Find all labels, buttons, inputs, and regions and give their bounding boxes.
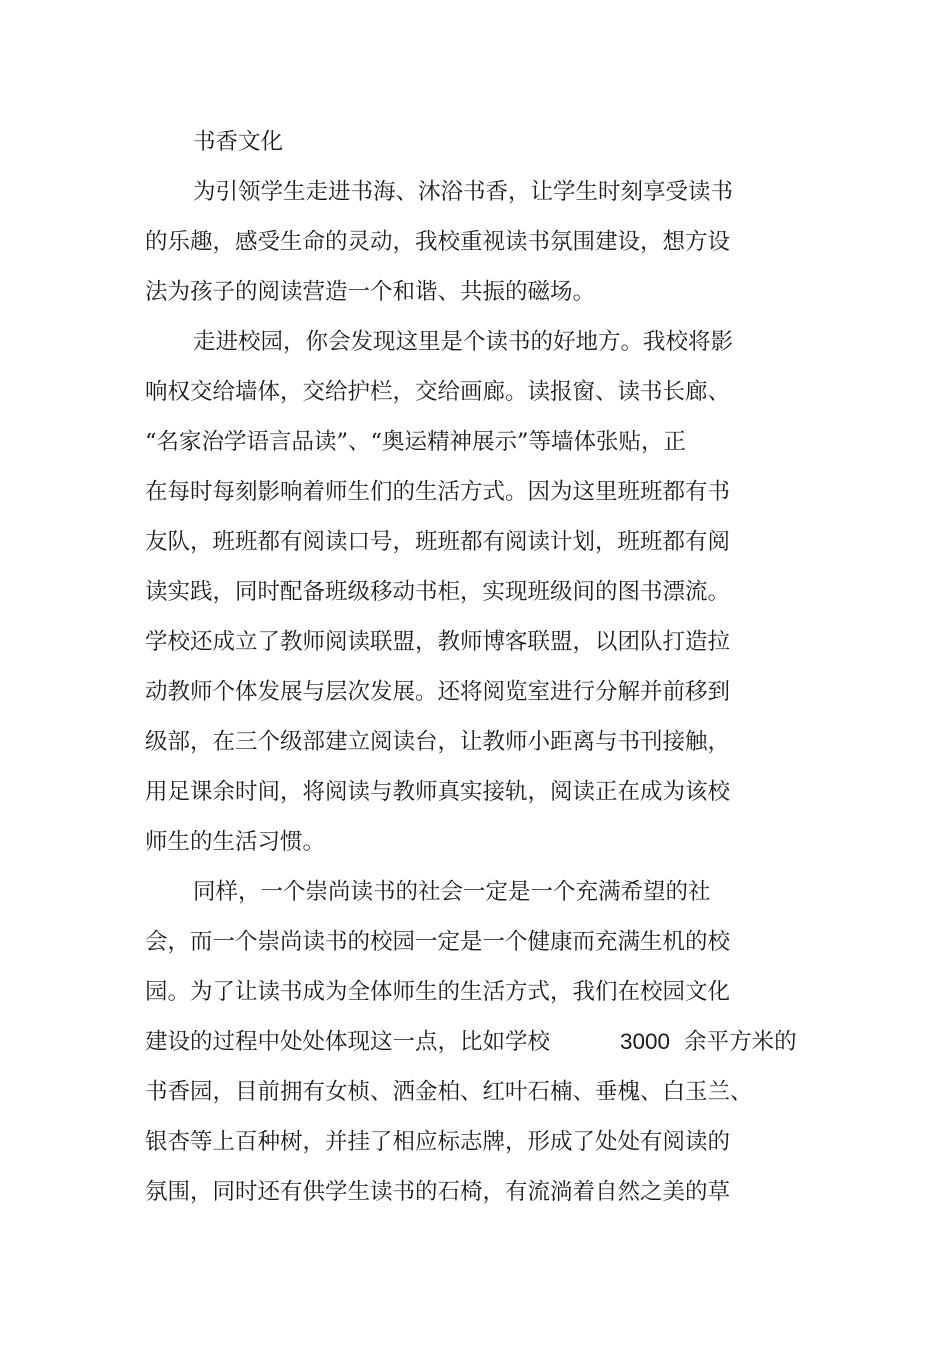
paragraph2-line: 在每时每刻影响着师生们的生活方式。因为这里班班都有书: [145, 479, 731, 505]
document-title: 书香文化: [193, 129, 284, 155]
paragraph2-line: 友队，班班都有阅读口号，班班都有阅读计划，班班都有阅: [145, 529, 731, 555]
paragraph3-line: 会，而一个崇尚读书的校园一定是一个健康而充满生机的校: [145, 929, 731, 955]
paragraph3-line: 银杏等上百种树，并挂了相应标志牌，形成了处处有阅读的: [145, 1129, 731, 1155]
paragraph2-line: 学校还成立了教师阅读联盟，教师博客联盟，以团队打造拉: [145, 629, 731, 655]
paragraph3-line: 同样，一个崇尚读书的社会一定是一个充满希望的社: [193, 879, 711, 905]
paragraph3-line: 书香园，目前拥有女桢、洒金柏、红叶石楠、垂槐、白玉兰、: [145, 1079, 753, 1105]
paragraph2-line: 读实践，同时配备班级移动书柜，实现班级间的图书漂流。: [145, 579, 731, 605]
paragraph1-line: 的乐趣，感受生命的灵动，我校重视读书氛围建设，想方设: [145, 229, 731, 255]
area-number: 3000: [620, 1029, 671, 1054]
paragraph3-line: [145, 1027, 797, 1057]
paragraph2-line: 动教师个体发展与层次发展。还将阅览室进行分解并前移到: [145, 679, 731, 705]
paragraph2-line: “名家治学语言品读”、“奥运精神展示”等墙体张贴，正: [145, 429, 687, 455]
paragraph3-line: 氛围，同时还有供学生读书的石椅，有流淌着自然之美的草: [145, 1179, 731, 1205]
paragraph3-line: 园。为了让读书成为全体师生的生活方式，我们在校园文化: [145, 979, 731, 1005]
paragraph2-line: 走进校园，你会发现这里是个读书的好地方。我校将影: [193, 329, 734, 355]
paragraph1-line: 为引领学生走进书海、沐浴书香，让学生时刻享受读书: [193, 179, 734, 205]
paragraph2-line: 响权交给墙体，交给护栏，交给画廊。读报窗、读书长廊、: [145, 379, 731, 405]
line-text: 建设的过程中处处体现这一点，比如学校: [145, 1029, 551, 1055]
paragraph2-line: 级部，在三个级部建立阅读台，让教师小距离与书刊接触，: [145, 729, 731, 755]
line-text: 余平方米的: [684, 1029, 797, 1055]
paragraph2-line: 用足课余时间，将阅读与教师真实接轨，阅读正在成为该校: [145, 779, 731, 805]
paragraph2-line: 师生的生活习惯。: [145, 829, 326, 855]
paragraph1-line: 法为孩子的阅读营造一个和谐、共振的磁场。: [145, 279, 596, 305]
